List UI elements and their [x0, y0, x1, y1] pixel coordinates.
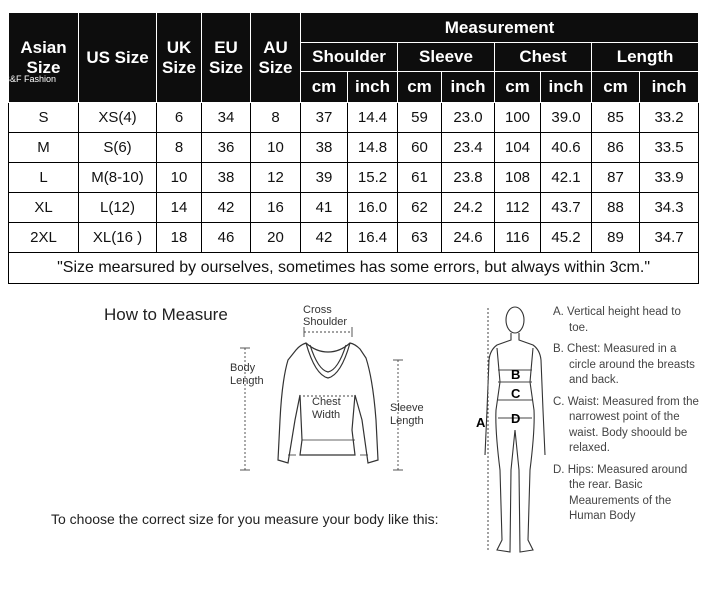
table-cell: 42 — [301, 223, 348, 253]
unit-inch: inch — [442, 72, 495, 103]
table-cell: 42.1 — [541, 163, 592, 193]
table-cell: XL(16 ) — [79, 223, 157, 253]
header-shoulder: Shoulder — [301, 43, 398, 72]
size-table-body — [9, 103, 699, 284]
table-cell: 43.7 — [541, 193, 592, 223]
table-note-row — [9, 253, 699, 284]
table-cell: 23.0 — [442, 103, 495, 133]
table-cell: 45.2 — [541, 223, 592, 253]
table-cell: 18 — [157, 223, 202, 253]
table-cell: 14.4 — [348, 103, 398, 133]
table-cell: 20 — [251, 223, 301, 253]
table-cell: 14 — [157, 193, 202, 223]
table-cell: 23.8 — [442, 163, 495, 193]
cross-shoulder-label-1: Cross — [303, 304, 332, 316]
table-cell: 6 — [157, 103, 202, 133]
header-measurement: Measurement — [301, 13, 699, 43]
choose-size-text: To choose the correct size for you measure your body like this: — [51, 511, 439, 527]
note-d: D. Hips: Measured around the rear. Basic Meaurements of the Human Body — [553, 463, 688, 522]
table-cell: 24.6 — [442, 223, 495, 253]
note-b: B. Chest: Measured in a circle around the breasts and back. — [553, 343, 695, 386]
watermark: B&F Fashion — [4, 74, 57, 84]
table-cell: 39 — [301, 163, 348, 193]
header-au-size: AU Size — [251, 13, 301, 103]
table-cell: 39.0 — [541, 103, 592, 133]
table-cell: 86 — [592, 133, 640, 163]
table-cell: 24.2 — [442, 193, 495, 223]
header-sleeve: Sleeve — [398, 43, 495, 72]
unit-inch: inch — [348, 72, 398, 103]
marker-d: D — [511, 411, 521, 426]
table-cell: M(8-10) — [79, 163, 157, 193]
marker-b: B — [511, 367, 521, 382]
sleeve-length-label-2: Length — [390, 415, 424, 427]
table-cell: 15.2 — [348, 163, 398, 193]
table-cell: 62 — [398, 193, 442, 223]
table-cell: 34.7 — [640, 223, 699, 253]
unit-inch: inch — [541, 72, 592, 103]
table-cell: 16.0 — [348, 193, 398, 223]
unit-cm: cm — [495, 72, 541, 103]
size-disclaimer: "Size mearsured by ourselves, sometimes has some errors, but always within 3cm." — [9, 253, 699, 284]
table-cell: L — [9, 163, 79, 193]
table-row — [9, 133, 699, 163]
table-cell: L(12) — [79, 193, 157, 223]
note-a: A. Vertical height head to toe. — [553, 306, 681, 334]
table-row — [9, 163, 699, 193]
unit-cm: cm — [592, 72, 640, 103]
marker-c: C — [511, 386, 521, 401]
table-cell: XL — [9, 193, 79, 223]
table-cell: 16 — [251, 193, 301, 223]
table-cell: 38 — [301, 133, 348, 163]
body-length-label-2: Length — [230, 375, 264, 387]
table-cell: 36 — [202, 133, 251, 163]
table-cell: 46 — [202, 223, 251, 253]
table-cell: XS(4) — [79, 103, 157, 133]
table-cell: 10 — [251, 133, 301, 163]
table-cell: 85 — [592, 103, 640, 133]
table-cell: 59 — [398, 103, 442, 133]
body-figure — [485, 307, 545, 552]
table-row — [9, 103, 699, 133]
cross-shoulder-label-2: Shoulder — [303, 316, 348, 328]
table-cell: 112 — [495, 193, 541, 223]
table-cell: 104 — [495, 133, 541, 163]
table-cell: S — [9, 103, 79, 133]
how-to-measure-title: How to Measure — [104, 305, 228, 324]
table-cell: 108 — [495, 163, 541, 193]
table-cell: 87 — [592, 163, 640, 193]
header-asian-size: Asian Size — [9, 13, 79, 103]
table-row — [9, 193, 699, 223]
table-cell: 60 — [398, 133, 442, 163]
header-uk-size: UK Size — [157, 13, 202, 103]
table-cell: 89 — [592, 223, 640, 253]
header-chest: Chest — [495, 43, 592, 72]
table-cell: 16.4 — [348, 223, 398, 253]
table-cell: 33.2 — [640, 103, 699, 133]
table-cell: 37 — [301, 103, 348, 133]
chest-width-label-2: Width — [312, 409, 341, 421]
header-length: Length — [592, 43, 699, 72]
table-cell: 10 — [157, 163, 202, 193]
note-c: C. Waist: Measured from the narrowest point of the waist. Body shoould be relaxed. — [553, 395, 699, 454]
chest-width-label-1: Chest — [312, 396, 341, 408]
table-cell: 116 — [495, 223, 541, 253]
table-cell: 8 — [157, 133, 202, 163]
table-cell: 8 — [251, 103, 301, 133]
table-cell: 33.9 — [640, 163, 699, 193]
table-cell: 12 — [251, 163, 301, 193]
table-cell: 100 — [495, 103, 541, 133]
table-cell: 38 — [202, 163, 251, 193]
table-cell: 23.4 — [442, 133, 495, 163]
table-cell: 14.8 — [348, 133, 398, 163]
table-cell: 2XL — [9, 223, 79, 253]
body-length-label-1: Body — [230, 362, 256, 374]
table-cell: 42 — [202, 193, 251, 223]
table-cell: 41 — [301, 193, 348, 223]
unit-cm: cm — [398, 72, 442, 103]
table-cell: 34 — [202, 103, 251, 133]
size-chart-table — [8, 12, 699, 284]
sleeve-length-label-1: Sleeve — [390, 402, 424, 414]
unit-inch: inch — [640, 72, 699, 103]
table-cell: 63 — [398, 223, 442, 253]
header-eu-size: EU Size — [202, 13, 251, 103]
table-cell: 88 — [592, 193, 640, 223]
table-cell: 40.6 — [541, 133, 592, 163]
table-cell: 33.5 — [640, 133, 699, 163]
table-cell: M — [9, 133, 79, 163]
header-us-size: US Size — [79, 13, 157, 103]
marker-a: A — [476, 415, 486, 430]
table-cell: 34.3 — [640, 193, 699, 223]
table-cell: S(6) — [79, 133, 157, 163]
unit-cm: cm — [301, 72, 348, 103]
table-row — [9, 223, 699, 253]
measurement-notes — [553, 305, 703, 531]
table-cell: 61 — [398, 163, 442, 193]
